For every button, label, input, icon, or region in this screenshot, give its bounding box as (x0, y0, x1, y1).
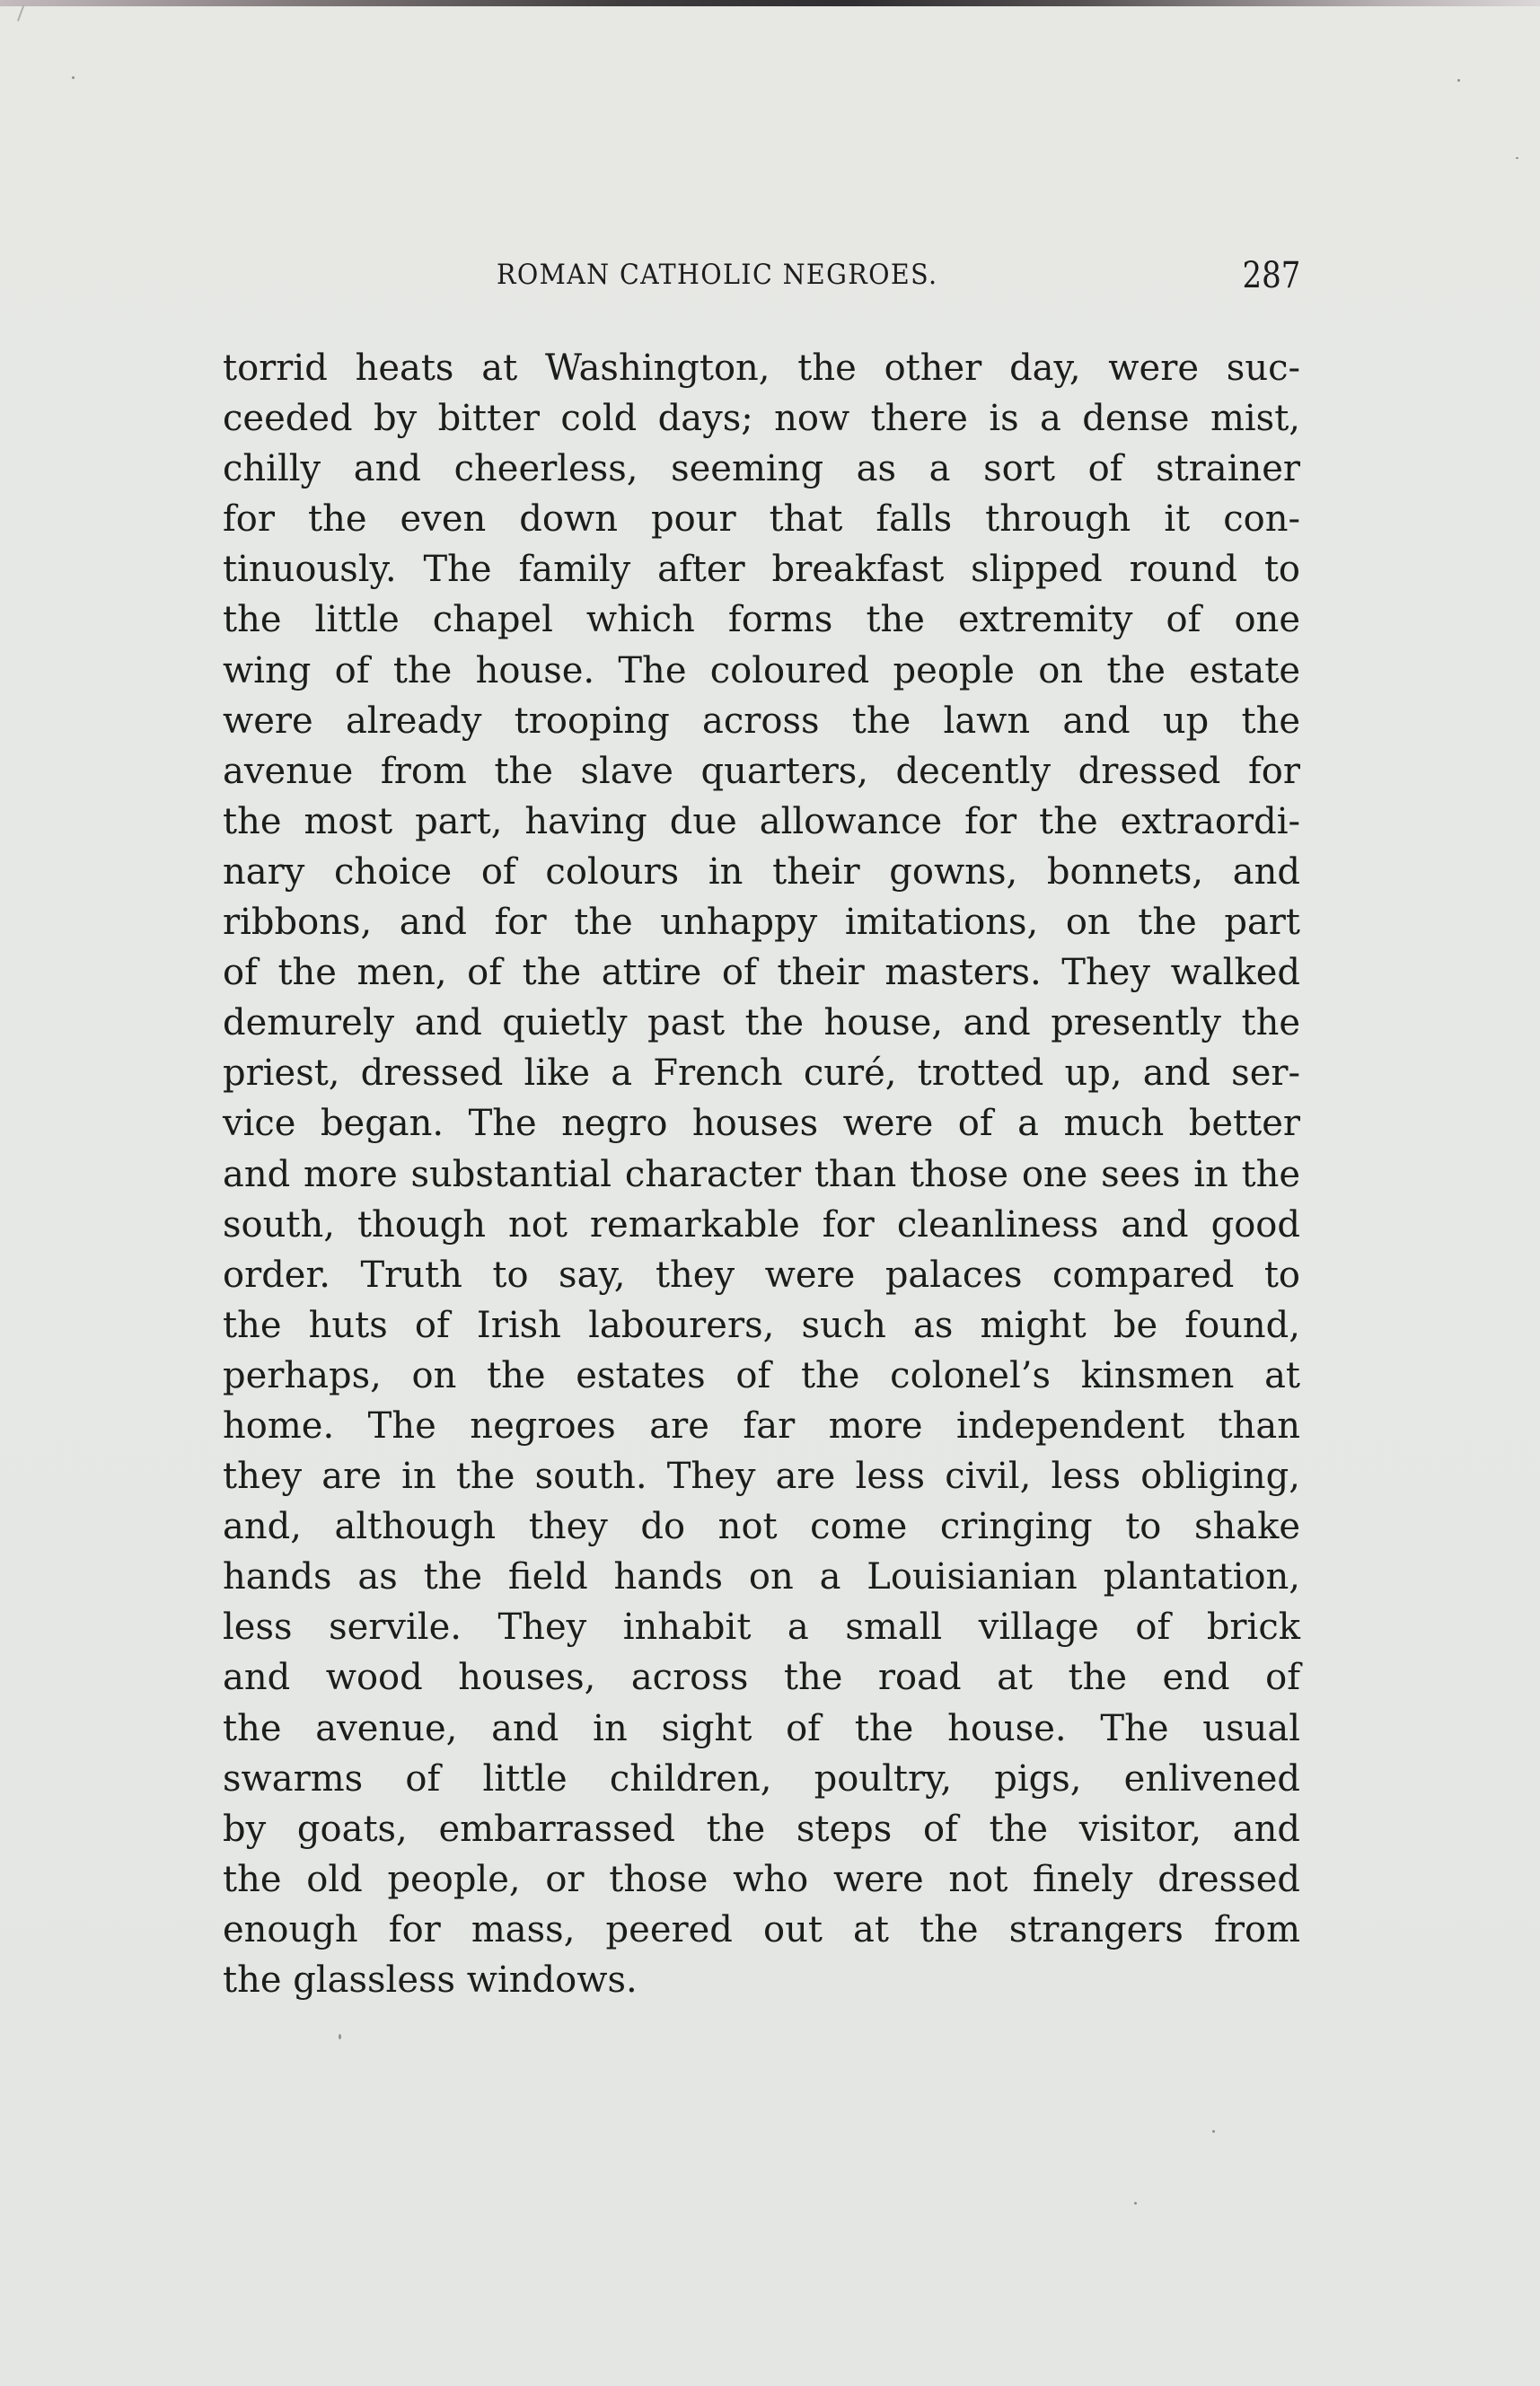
text-line: tinuously. The family after breakfast slipped round to (223, 549, 1300, 591)
running-head (223, 255, 1300, 304)
text-line: of the men, of the attire of their masters. They walked (223, 952, 1300, 994)
text-line: nary choice of colours in their gowns, bonnets, and (223, 850, 1300, 893)
text-line: the glassless windows. (223, 1959, 638, 2001)
text-line: torrid heats at Washington, the other day, were suc- (223, 348, 1300, 389)
body-text (223, 343, 1300, 2005)
paper-speck (72, 76, 75, 79)
text-line: and wood houses, across the road at the end of (223, 1657, 1300, 1699)
paper-speck (1516, 157, 1518, 159)
text-line: ribbons, and for the unhappy imitations, on the part (223, 902, 1300, 944)
paper-speck (1134, 2202, 1137, 2205)
text-line: wing of the house. The coloured people on the estate (223, 649, 1300, 691)
text-line: vice began. The negro houses were of a much better (223, 1103, 1300, 1145)
text-line: hands as the field hands on a Louisianian plantation, (223, 1556, 1300, 1598)
text-line: swarms of little children, poultry, pigs, enlivened (223, 1757, 1300, 1800)
text-line: perhaps, on the estates of the colonel’s kinsmen at (223, 1354, 1300, 1396)
text-line: home. The negroes are far more independent than (223, 1404, 1300, 1447)
paper-speck (339, 2034, 341, 2039)
paper-speck (1457, 79, 1460, 82)
text-line: the huts of Irish labourers, such as might be found, (223, 1304, 1300, 1346)
text-line: by goats, embarrassed the steps of the visitor, and (223, 1808, 1300, 1850)
text-line: for the even down pour that falls through it con- (223, 498, 1300, 541)
paper-speck (1212, 2130, 1215, 2133)
paper-mark (17, 5, 24, 22)
text-line: the most part, having due allowance for the extraordi- (223, 800, 1300, 842)
text-line: were already trooping across the lawn and up the (223, 700, 1300, 742)
text-line: the little chapel which forms the extremity of one (223, 599, 1300, 641)
text-line: south, though not remarkable for cleanliness and good (223, 1203, 1300, 1246)
text-line: the avenue, and in sight of the house. The usual (223, 1707, 1300, 1749)
page-top-edge-shadow (0, 0, 1540, 6)
running-title: ROMAN CATHOLIC NEGROES. (497, 259, 938, 291)
page-number: 287 (1242, 255, 1300, 296)
text-line: priest, dressed like a French curé, trotted up, and ser- (223, 1052, 1300, 1095)
text-line: ceeded by bitter cold days; now there is a dense mist, (223, 398, 1300, 440)
text-line: chilly and cheerless, seeming as a sort of strainer (223, 448, 1300, 490)
text-line: and more substantial character than those one sees in the (223, 1153, 1300, 1195)
text-line: less servile. They inhabit a small village of brick (223, 1607, 1300, 1649)
text-line: avenue from the slave quarters, decently dressed for (223, 750, 1300, 792)
text-line: order. Truth to say, they were palaces compared to (223, 1254, 1300, 1296)
text-line: demurely and quietly past the house, and presently the (223, 1002, 1300, 1044)
text-line: the old people, or those who were not finely dressed (223, 1858, 1300, 1900)
text-line: and, although they do not come cringing to shake (223, 1506, 1300, 1548)
text-line: enough for mass, peered out at the strangers from (223, 1908, 1300, 1950)
text-line: they are in the south. They are less civil, less obliging, (223, 1456, 1300, 1498)
